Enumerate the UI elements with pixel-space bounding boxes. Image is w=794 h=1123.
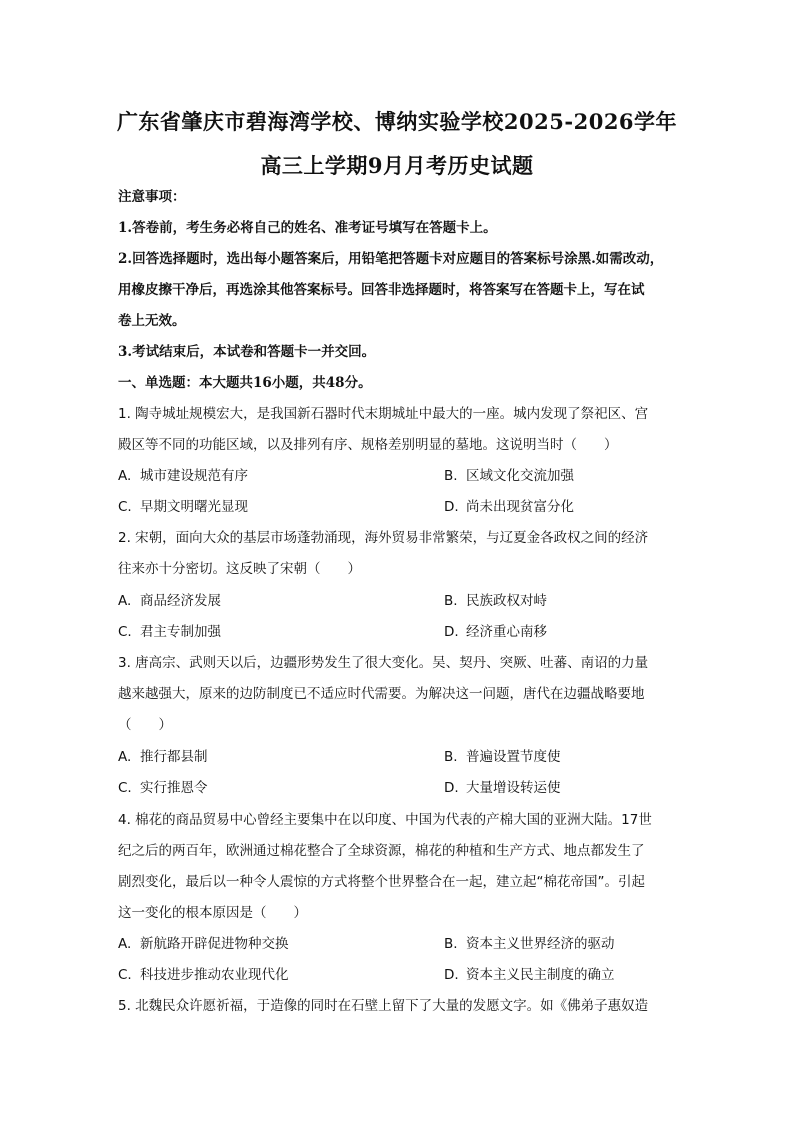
option-text: 商品经济发展	[140, 593, 221, 609]
question-4-option-d	[444, 966, 615, 984]
option-letter: B.	[444, 749, 458, 765]
question-1-option-a	[118, 467, 248, 485]
question-1-option-d	[444, 498, 574, 516]
option-text: 资本主义民主制度的确立	[466, 967, 615, 983]
question-1-line2: 殿区等不同的功能区域，以及排列有序、规格差别明显的墓地。这说明当时（ ）	[118, 437, 618, 453]
notice-heading: 注意事项：	[118, 189, 186, 205]
question-2-option-a	[118, 592, 221, 610]
option-text: 民族政权对峙	[466, 593, 547, 609]
question-3-line3: （ ）	[118, 717, 172, 733]
question-1-option-c	[118, 498, 248, 516]
question-1-line1: 1. 陶寺城址规模宏大，是我国新石器时代末期城址中最大的一座。城内发现了祭祀区、宫	[118, 406, 649, 422]
option-letter: D.	[444, 967, 459, 983]
question-5-line1: 5. 北魏民众许愿祈福，于造像的同时在石壁上留下了大量的发愿文字。如《佛弟子惠奴造	[118, 998, 649, 1014]
option-text: 大量增设转运使	[466, 780, 561, 796]
option-letter: B.	[444, 593, 458, 609]
question-3-option-c	[118, 779, 208, 797]
option-letter: A.	[118, 593, 132, 609]
question-2-option-b	[444, 592, 547, 610]
exam-title-line1: 广东省肇庆市碧海湾学校、博纳实验学校2025-2026学年	[116, 109, 678, 134]
option-letter: A.	[118, 749, 132, 765]
option-letter: C.	[118, 624, 132, 640]
question-3-option-a	[118, 748, 208, 766]
notice-item-2-line1: 2.回答选择题时，选出每小题答案后，用铅笔把答题卡对应题目的答案标号涂黑.如需改动，	[118, 251, 664, 267]
notice-item-1: 1.答卷前，考生务必将自己的姓名、准考证号填写在答题卡上。	[118, 220, 497, 236]
option-text: 科技进步推动农业现代化	[140, 967, 289, 983]
option-text: 城市建设规范有序	[140, 468, 248, 484]
question-3-line2: 越来越强大，原来的边防制度已不适应时代需要。为解决这一问题，唐代在边疆战略要地	[118, 686, 645, 702]
question-2-option-d	[444, 623, 547, 641]
question-4-option-a	[118, 935, 289, 953]
option-letter: C.	[118, 499, 132, 515]
option-letter: D.	[444, 499, 459, 515]
option-letter: B.	[444, 468, 458, 484]
option-text: 实行推恩令	[140, 780, 208, 796]
question-4-line3: 剧烈变化，最后以一种令人震惊的方式将整个世界整合在一起，建立起“棉花帝国”。引起	[118, 874, 645, 890]
question-4-line2: 纪之后的两百年，欧洲通过棉花整合了全球资源，棉花的种植和生产方式、地点都发生了	[118, 843, 645, 859]
question-4-line4: 这一变化的根本原因是（ ）	[118, 905, 307, 921]
option-letter: C.	[118, 967, 132, 983]
option-text: 资本主义世界经济的驱动	[466, 936, 615, 952]
question-3-option-b	[444, 748, 561, 766]
option-text: 早期文明曙光显现	[140, 499, 248, 515]
question-2-line1: 2. 宋朝，面向大众的基层市场蓬勃涌现，海外贸易非常繁荣，与辽夏金各政权之间的经济	[118, 530, 649, 546]
question-3-option-d	[444, 779, 561, 797]
question-3-line1: 3. 唐高宗、武则天以后，边疆形势发生了很大变化。吴、契丹、突厥、吐蕃、南诏的力量	[118, 655, 649, 671]
notice-item-2-line2: 用橡皮擦干净后，再选涂其他答案标号。回答非选择题时，将答案写在答题卡上，写在试	[118, 282, 645, 298]
option-letter: A.	[118, 468, 132, 484]
question-4-line1: 4. 棉花的商品贸易中心曾经主要集中在以印度、中国为代表的产棉大国的亚洲大陆。17世	[118, 812, 652, 828]
option-letter: A.	[118, 936, 132, 952]
exam-title-line2: 高三上学期9月月考历史试题	[260, 153, 534, 178]
question-2-option-c	[118, 623, 221, 641]
option-letter: D.	[444, 780, 459, 796]
question-4-option-c	[118, 966, 289, 984]
option-text: 普遍设置节度使	[466, 749, 561, 765]
option-text: 区域文化交流加强	[466, 468, 574, 484]
option-text: 推行都县制	[140, 749, 208, 765]
section-heading: 一、单选题：本大题共16小题，共48分。	[118, 375, 372, 391]
notice-item-2-line3: 卷上无效。	[118, 313, 186, 329]
option-text: 经济重心南移	[466, 624, 547, 640]
notice-item-3: 3.考试结束后，本试卷和答题卡一并交回。	[118, 344, 376, 360]
question-4-option-b	[444, 935, 615, 953]
option-letter: C.	[118, 780, 132, 796]
option-letter: D.	[444, 624, 459, 640]
option-text: 新航路开辟促进物种交换	[140, 936, 289, 952]
option-text: 君主专制加强	[140, 624, 221, 640]
option-text: 尚未出现贫富分化	[466, 499, 574, 515]
question-2-line2: 往来亦十分密切。这反映了宋朝（ ）	[118, 561, 361, 577]
option-letter: B.	[444, 936, 458, 952]
question-1-option-b	[444, 467, 574, 485]
